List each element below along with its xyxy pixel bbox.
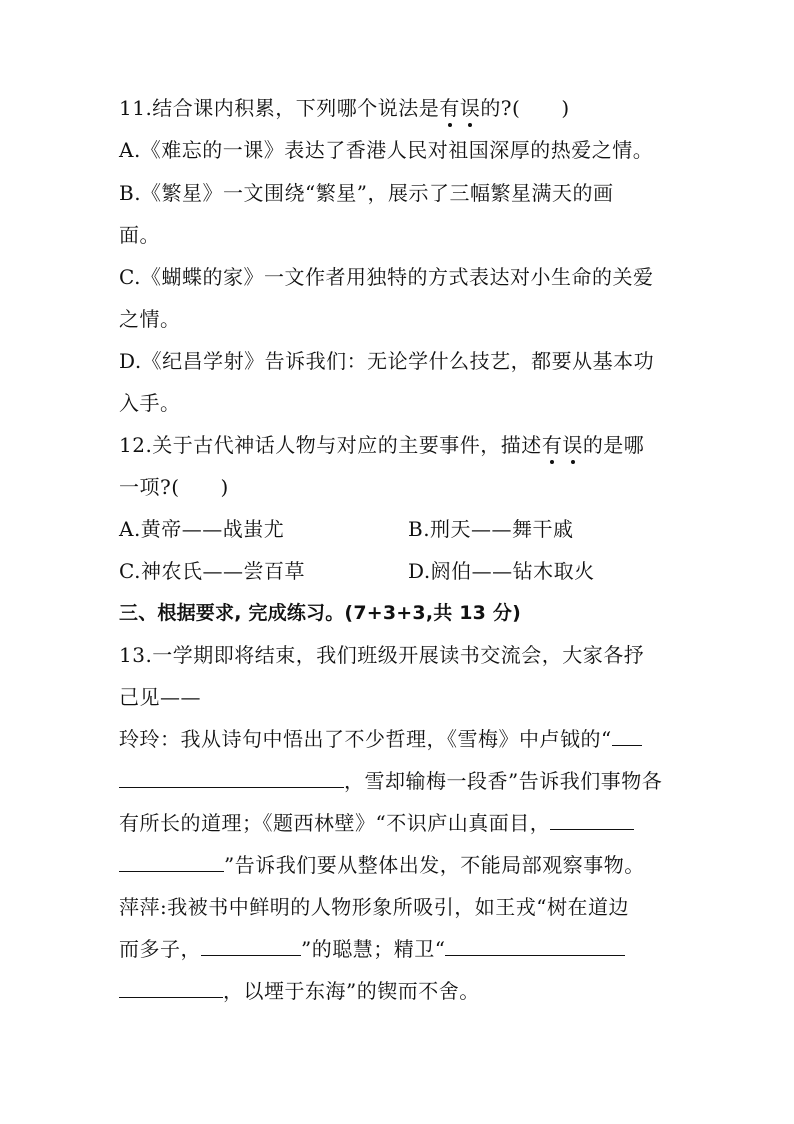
q13-lingling-text2: ，雪却输梅一段香”告诉我们事物各: [344, 769, 663, 793]
q11-option-b-line1: B.《繁星》一文围绕“繁星”，展示了三幅繁星满天的画: [119, 181, 614, 205]
q13-blank-2-start[interactable]: [550, 811, 634, 830]
q11-option-c-line1: C.《蝴蝶的家》一文作者用独特的方式表达对小生命的关爱: [119, 265, 654, 289]
q12-options-row1: [119, 515, 284, 543]
q13-pingping-line3: [119, 977, 480, 1005]
q13-pingping-text3: ，以堙于东海”的锲而不舍。: [223, 979, 480, 1003]
q11-stem: [119, 94, 570, 122]
q12-stem-text: 12.关于古代神话人物与对应的主要事件，描述: [119, 433, 542, 457]
q11-option-c-line2: 之情。: [119, 307, 181, 331]
q11-emphasis-char-1: 有: [439, 96, 460, 120]
q11-emphasis-char-2: 误: [459, 96, 481, 120]
q13-intro-line2: 己见——: [119, 685, 201, 709]
q12-stem-text-end: 的是哪: [582, 433, 645, 457]
q11-option-d-line1: D.《纪昌学射》告诉我们：无论学什么技艺，都要从基本功: [119, 349, 655, 373]
q13-blank-3[interactable]: [201, 937, 301, 956]
q13-lingling-text1: 玲玲：我从诗句中悟出了不少哲理，《雪梅》中卢钺的“: [119, 727, 612, 751]
q11-option-a: A.《难忘的一课》表达了香港人民对祖国深厚的热爱之情。: [119, 138, 654, 162]
q11-stem-text: 11.结合课内积累，下列哪个说法是: [119, 96, 440, 120]
q13-lingling-text3: 有所长的道理；《题西林壁》“不识庐山真面目，: [119, 811, 551, 835]
q11-option-d-line2: 入手。: [119, 391, 181, 415]
q12-option-c: C.神农氏——尝百草: [119, 559, 305, 583]
q13-blank-1-start[interactable]: [612, 727, 642, 746]
q12-emphasis-char-1: 有: [541, 433, 563, 457]
q13-blank-1-end[interactable]: [119, 769, 344, 788]
q13-blank-4-start[interactable]: [445, 937, 625, 956]
q13-pingping-line1: 萍萍:我被书中鲜明的人物形象所吸引，如王戎“树在道边: [119, 895, 629, 919]
q12-stem-line1: [119, 431, 644, 459]
q13-lingling-line1: [119, 725, 642, 753]
q13-pingping-line2: [119, 935, 625, 963]
q11-stem-answer-paren: 的?( ): [480, 96, 570, 120]
q13-lingling-text4: ”告诉我们要从整体出发，不能局部观察事物。: [224, 853, 645, 877]
q12-emphasis-char-2: 误: [562, 433, 583, 457]
q12-option-a: A.黄帝——战蚩尤: [119, 517, 285, 541]
q12-option-d: D.阏伯——钻木取火: [408, 559, 595, 583]
q11-option-b-line2: 面。: [119, 223, 160, 247]
q13-lingling-line3: [119, 809, 634, 837]
q12-stem-line2: 一项?( ): [119, 475, 229, 499]
q13-blank-2-end[interactable]: [119, 853, 224, 872]
q12-option-b: B.刑天——舞干戚: [408, 517, 574, 541]
q13-blank-4-end[interactable]: [119, 979, 223, 998]
section-3-heading: 三、根据要求, 完成练习。(7+3+3,共 13 分): [119, 602, 521, 624]
q13-intro-line1: 13.一学期即将结束，我们班级开展读书交流会，大家各抒: [119, 643, 645, 667]
q13-lingling-line4: [119, 851, 645, 879]
q13-pingping-text2a: 而多子，: [119, 937, 201, 961]
q13-lingling-line2: [119, 767, 662, 795]
q13-pingping-text2b: ”的聪慧；精卫“: [301, 937, 446, 961]
